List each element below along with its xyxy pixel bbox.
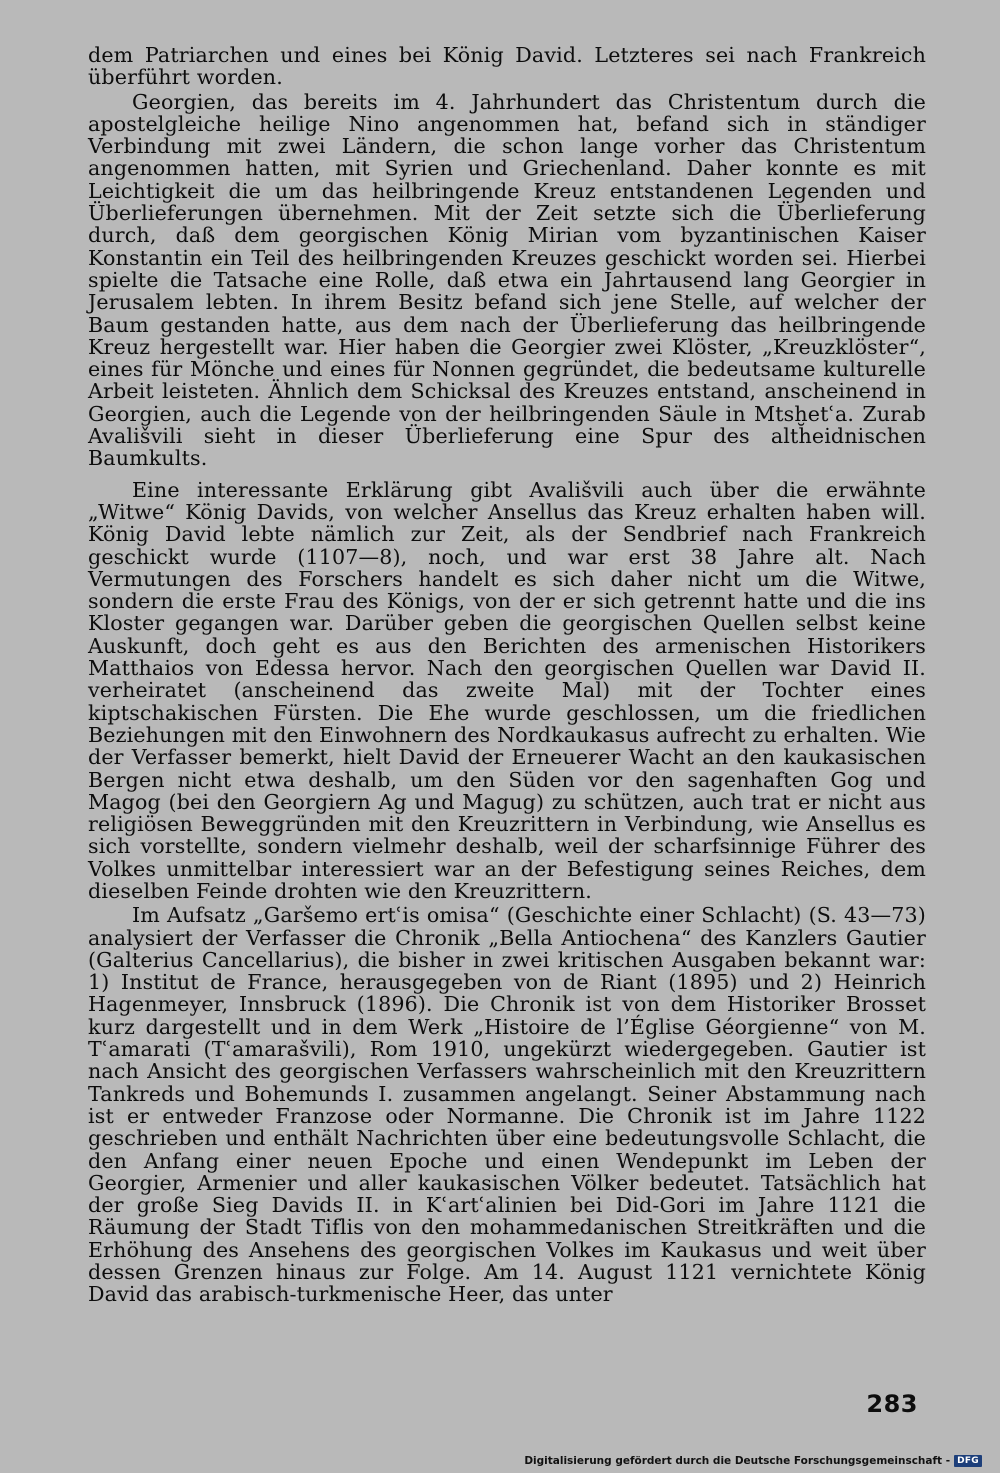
paragraph-4: Im Aufsatz „Garšemo ertʿis omisa“ (Geschichte einer Schlacht) (S. 43—73) analysiert der Verfasser die Chronik „Bella Antiochena“ des Kanzlers Gautier (Galterius Cancellarius), die bisher in zwei kritischen Ausgaben bekannt war: 1) Institut de France, herausgegeben von de Riant (1895) und 2) Heinrich Hagenmeyer, Innsbruck (1896). Die Chronik ist von dem Historiker Brosset kurz dargestellt und in dem Werk „Histoire de l’Église Géorgienne“ von M. Tʿamarati (Tʿamarašvili), Rom 1910, ungekürzt wiedergegeben. Gautier ist nach Ansicht des georgischen Verfassers wahrscheinlich mit den Kreuzrittern Tankreds und Bohemunds I. zusammen angelangt. Seiner Abstammung nach ist er entweder Franzose oder Normanne. Die Chronik ist im Jahre 1122 geschrieben und enthält Nachrichten über eine bedeutungsvolle Schlacht, die den Anfang einer neuen Epoche und einen Wendepunkt im Leben der Georgier, Armenier und aller kaukasischen Völker bedeutet. Tatsächlich hat der große Sieg Davids II. in Kʿartʿalinien bei Did-Gori im Jahre 1121 die Räumung der Stadt Tiflis von den mohammedanischen Streitkräften und die Erhöhung des Ansehens des georgischen Volkes im Kaukasus und weit über dessen Grenzen hinaus zur Folge. Am 14. August 1121 vernichtete König David das arabisch-turkmenische Heer, das unter	[88, 903, 926, 1307]
page-number: 283	[866, 1390, 918, 1418]
body-text	[88, 44, 926, 1306]
paragraph-3: Eine interessante Erklärung gibt Avališvili auch über die erwähnte „Witwe“ König Davids, von welcher Ansellus das Kreuz erhalten haben will. König David lebte nämlich zur Zeit, als der Sendbrief nach Frankreich geschickt wurde (1107—8), noch, und war erst 38 Jahre alt. Nach Vermutungen des Forschers handelt es sich daher nicht um die Witwe, sondern die erste Frau des Königs, von der er sich getrennt hatte und die ins Kloster gegangen war. Darüber geben die georgischen Quellen selbst keine Auskunft, doch geht es aus den Berichten des armenischen Historikers Matthaios von Edessa hervor. Nach den georgischen Quellen war David II. verheiratet (anscheinend das zweite Mal) mit der Tochter eines kiptschakischen Fürsten. Die Ehe wurde geschlossen, um die friedlichen Beziehungen mit den Einwohnern des Nordkaukasus aufrecht zu erhalten. Wie der Verfasser bemerkt, hielt David der Erneuerer Wacht an den kaukasischen Bergen nicht etwa deshalb, um den Süden vor den sagenhaften Gog und Magog (bei den Georgiern Ag und Magug) zu schützen, auch trat er nicht aus religiösen Beweggründen mit den Kreuzrittern in Verbindung, wie Ansellus es sich vorstellte, sondern vielmehr deshalb, weil der scharfsinnige Führer des Volkes unmittelbar interessiert war an der Befestigung seines Reiches, dem dieselben Feinde drohten wie den Kreuzrittern.	[88, 477, 926, 903]
paragraph-1: dem Patriarchen und eines bei König David. Letzteres sei nach Frankreich überführt worden.	[88, 43, 926, 90]
digitization-footer	[524, 1455, 982, 1467]
dfg-logo-icon: DFG	[954, 1455, 982, 1467]
footer-text: Digitalisierung gefördert durch die Deutsche Forschungsgemeinschaft -	[524, 1455, 951, 1467]
paragraph-2: Georgien, das bereits im 4. Jahrhundert das Christentum durch die apostelgleiche heilige Nino angenommen hat, befand sich in ständiger Verbindung mit zwei Ländern, die schon lange vorher das Christentum angenommen hatten, mit Syrien und Griechenland. Daher konnte es mit Leichtigkeit die um das heilbringende Kreuz entstandenen Legenden und Überlieferungen übernehmen. Mit der Zeit setzte sich die Überlieferung durch, daß dem georgischen König Mirian vom byzantinischen Kaiser Konstantin ein Teil des heilbringenden Kreuzes geschickt worden sei. Hierbei spielte die Tatsache eine Rolle, daß etwa ein Jahrtausend lang Georgier in Jerusalem lebten. In ihrem Besitz befand sich jene Stelle, auf welcher der Baum gestanden hatte, aus dem nach der Überlieferung das heilbringende Kreuz hergestellt war. Hier haben die Georgier zwei Klöster, „Kreuzklöster“, eines für Mönche und eines für Nonnen gegründet, die bedeutsame kulturelle Arbeit leisteten. Ähnlich dem Schicksal des Kreuzes entstand, anscheinend in Georgien, auch die Legende von der heilbringenden Säule in Mtsḫetʿa. Zurab Avališvili sieht in dieser Überlieferung eine Spur des altheidnischen Baumkults.	[88, 89, 926, 471]
